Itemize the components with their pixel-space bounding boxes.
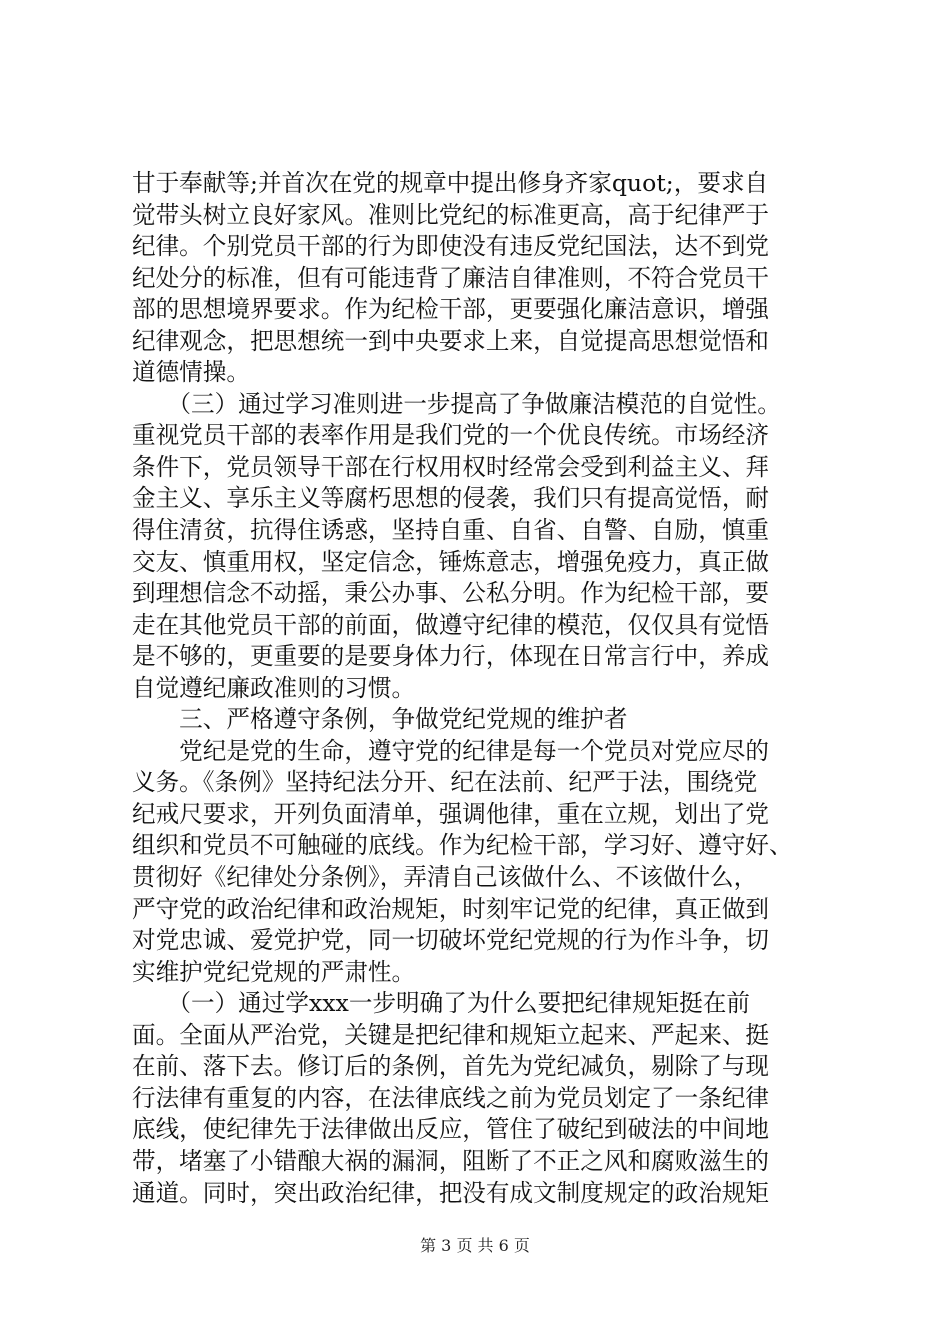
text-line: （一）通过学xxx一步明确了为什么要把纪律规矩挺在前 <box>132 989 750 1018</box>
text-line: 行法律有重复的内容，在法律底线之前为党员划定了一条纪律 <box>132 1083 770 1112</box>
text-line: 是不够的，更重要的是要身体力行，体现在日常言行中，养成 <box>132 642 770 671</box>
text-line: 金主义、享乐主义等腐朽思想的侵袭，我们只有提高觉悟，耐 <box>132 484 770 513</box>
text-line: 纪律。个别党员干部的行为即使没有违反党纪国法，达不到党 <box>132 232 770 261</box>
text-line: 党纪是党的生命，遵守党的纪律是每一个党员对党应尽的 <box>132 736 770 765</box>
text-line: 在前、落下去。修订后的条例，首先为党纪减负，剔除了与现 <box>132 1052 770 1081</box>
text-line: 重视党员干部的表率作用是我们党的一个优良传统。市场经济 <box>132 421 770 450</box>
text-line: 部的思想境界要求。作为纪检干部，更要强化廉洁意识，增强 <box>132 295 770 324</box>
text-line: 底线，使纪律先于法律做出反应，管住了破纪到破法的中间地 <box>132 1115 770 1144</box>
text-line: 道德情操。 <box>132 358 250 387</box>
text-line: 贯彻好《纪律处分条例》，弄清自己该做什么、不该做什么， <box>132 863 758 892</box>
text-line: 自觉遵纪廉政准则的习惯。 <box>132 673 416 702</box>
text-line: 严守党的政治纪律和政治规矩，时刻牢记党的纪律，真正做到 <box>132 894 770 923</box>
text-line: 带，堵塞了小错酿大祸的漏洞，阻断了不正之风和腐败滋生的 <box>132 1146 770 1175</box>
text-line: 交友、慎重用权，坚定信念，锤炼意志，增强免疫力，真正做 <box>132 547 770 576</box>
text-line: 甘于奉献等;并首次在党的规章中提出修身齐家quot;，要求自 <box>132 169 769 197</box>
text-line: 纪处分的标准，但有可能违背了廉洁自律准则，不符合党员干 <box>132 263 770 292</box>
text-line: 走在其他党员干部的前面，做遵守纪律的模范，仅仅具有觉悟 <box>132 610 770 639</box>
text-line: 觉带头树立良好家风。准则比党纪的标准更高，高于纪律严于 <box>132 200 770 229</box>
text-line: 面。全面从严治党，关键是把纪律和规矩立起来、严起来、挺 <box>132 1020 770 1049</box>
text-line: 得住清贫，抗得住诱惑，坚持自重、自省、自警、自励，慎重 <box>132 516 770 545</box>
text-line: 通道。同时，突出政治纪律，把没有成文制度规定的政治规矩 <box>132 1178 770 1207</box>
document-body <box>132 168 832 1209</box>
text-line: 实维护党纪党规的严肃性。 <box>132 957 416 986</box>
text-line: 条件下，党员领导干部在行权用权时经常会受到利益主义、拜 <box>132 452 770 481</box>
text-line: 三、严格遵守条例，争做党纪党规的维护者 <box>132 705 628 734</box>
page-footer: 第 3 页 共 6 页 <box>420 1236 530 1255</box>
text-line: 到理想信念不动摇，秉公办事、公私分明。作为纪检干部，要 <box>132 579 770 608</box>
text-line: 对党忠诚、爱党护党，同一切破坏党纪党规的行为作斗争，切 <box>132 926 770 955</box>
text-line: 纪戒尺要求，开列负面清单，强调他律，重在立规，划出了党 <box>132 799 770 828</box>
text-line: 纪律观念，把思想统一到中央要求上来，自觉提高思想觉悟和 <box>132 326 770 355</box>
text-line: 组织和党员不可触碰的底线。作为纪检干部，学习好、遵守好、 <box>132 831 793 860</box>
text-line: 义务。《条例》坚持纪法分开、纪在法前、纪严于法，围绕党 <box>132 768 758 797</box>
text-line: （三）通过学习准则进一步提高了争做廉洁模范的自觉性。 <box>132 389 781 418</box>
